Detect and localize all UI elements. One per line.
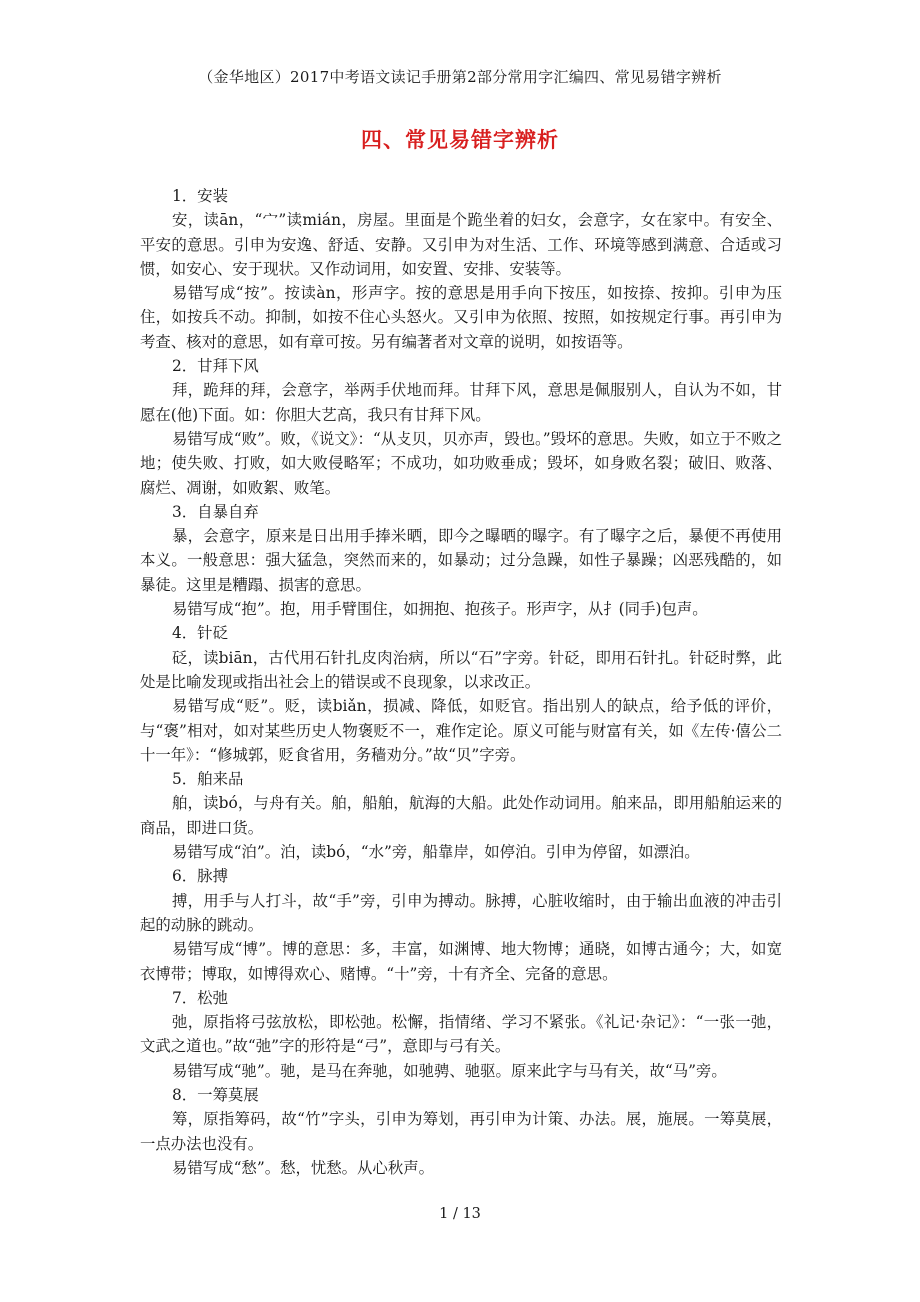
paragraph: 易错写成“按”。按读àn，形声字。按的意思是用手向下按压，如按捺、按抑。引申为压住，如按兵不动。抑制，如按不住心头怒火。又引申为依照、按照，如按规定行事。再引申为考查、核对的意思，如有章可按。另有编著者对文章的说明，如按语等。 — [140, 284, 782, 351]
item-heading: 5．舶来品 — [172, 770, 244, 789]
section-title: 四、常见易错字辨析 — [361, 127, 559, 152]
paragraph: 易错写成“败”。败，《说文》：“从攴贝，贝亦声，毁也。”毁坏的意思。失败，如立于不败之地；使失败、打败，如大败侵略军；不成功，如功败垂成；毁坏，如身败名裂；破旧、败落、腐烂、凋谢，如败絮、败笔。 — [140, 429, 782, 497]
item-heading: 8．一筹莫展 — [172, 1085, 259, 1104]
paragraph: 筹，原指筹码，故“竹”字头，引申为筹划，再引申为计策、办法。展，施展。一筹莫展，一点办法也没有。 — [140, 1110, 782, 1153]
page-number: 1 / 13 — [439, 1206, 481, 1222]
paragraph: 舶，读bó，与舟有关。舶，船舶，航海的大船。此处作动词用。舶来品，即用船舶运来的商品，即进口货。 — [140, 794, 782, 837]
paragraph: 安，读ān，“宀”读mián，房屋。里面是个跪坐着的妇女，会意字，女在家中。有安全、平安的意思。引申为安逸、舒适、安静。又引申为对生活、工作、环境等感到满意、合适或习惯，如安心、安于现状。又作动词用，如安置、安排、安装等。 — [140, 211, 782, 278]
item-heading: 7．松弛 — [172, 988, 228, 1007]
paragraph: 易错写成“抱”。抱，用手臂围住，如拥抱、抱孩子。形声字，从扌(同手)包声。 — [172, 600, 708, 619]
item-heading: 3．自暴自弃 — [172, 502, 259, 521]
paragraph: 拜，跪拜的拜，会意字，举两手伏地而拜。甘拜下风，意思是佩服别人，自认为不如，甘愿在(他)下面。如：你胆大艺高，我只有甘拜下风。 — [140, 381, 782, 424]
paragraph: 弛，原指将弓弦放松，即松弛。松懈，指情绪、学习不紧张。《礼记·杂记》：“一张一弛，文武之道也。”故“弛”字的形符是“弓”，意即与弓有关。 — [140, 1013, 782, 1056]
paragraph: 易错写成“愁”。愁，忧愁。从心秋声。 — [172, 1158, 434, 1177]
paragraph: 易错写成“博”。博的意思：多，丰富，如渊博、地大物博；通晓，如博古通今；大，如宽衣博带；博取，如博得欢心、赌博。“十”旁，十有齐全、完备的意思。 — [140, 940, 782, 983]
paragraph: 暴，会意字，原来是日出用手捧米晒，即今之曝晒的曝字。有了曝字之后，暴便不再使用本义。一般意思：强大猛急，突然而来的，如暴动；过分急躁，如性子暴躁；凶恶残酷的，如暴徒。这里是糟蹋、损害的意思。 — [140, 527, 782, 594]
paragraph: 易错写成“泊”。泊，读bó，“水”旁，船靠岸，如停泊。引申为停留，如漂泊。 — [172, 843, 700, 862]
paragraph: 砭，读biān，古代用石针扎皮肉治病，所以“石”字旁。针砭，即用石针扎。针砭时弊，此处是比喻发现或指出社会上的错误或不良现象，以求改正。 — [140, 648, 782, 691]
article-body — [140, 184, 782, 1180]
document-header: （金华地区）2017中考语文读记手册第2部分常用字汇编四、常见易错字辨析 — [198, 68, 722, 86]
item-heading: 4．针砭 — [172, 624, 228, 643]
paragraph: 搏，用手与人打斗，故“手”旁，引申为搏动。脉搏，心脏收缩时，由于输出血液的冲击引起的动脉的跳动。 — [140, 891, 782, 934]
item-heading: 1．安装 — [172, 187, 228, 205]
item-heading: 2．甘拜下风 — [172, 357, 259, 376]
paragraph: 易错写成“贬”。贬，读biǎn，损减、降低，如贬官。指出别人的缺点，给予低的评价，与“褒”相对，如对某些历史人物褒贬不一，难作定论。原义可能与财富有关，如《左传·僖公二十一年》：“修城郭，贬食省用，务穑劝分。”故“贝”字旁。 — [140, 697, 782, 764]
item-heading: 6．脉搏 — [172, 867, 228, 886]
paragraph: 易错写成“驰”。驰，是马在奔驰，如驰骋、驰驱。原来此字与马有关，故“马”旁。 — [172, 1061, 727, 1080]
